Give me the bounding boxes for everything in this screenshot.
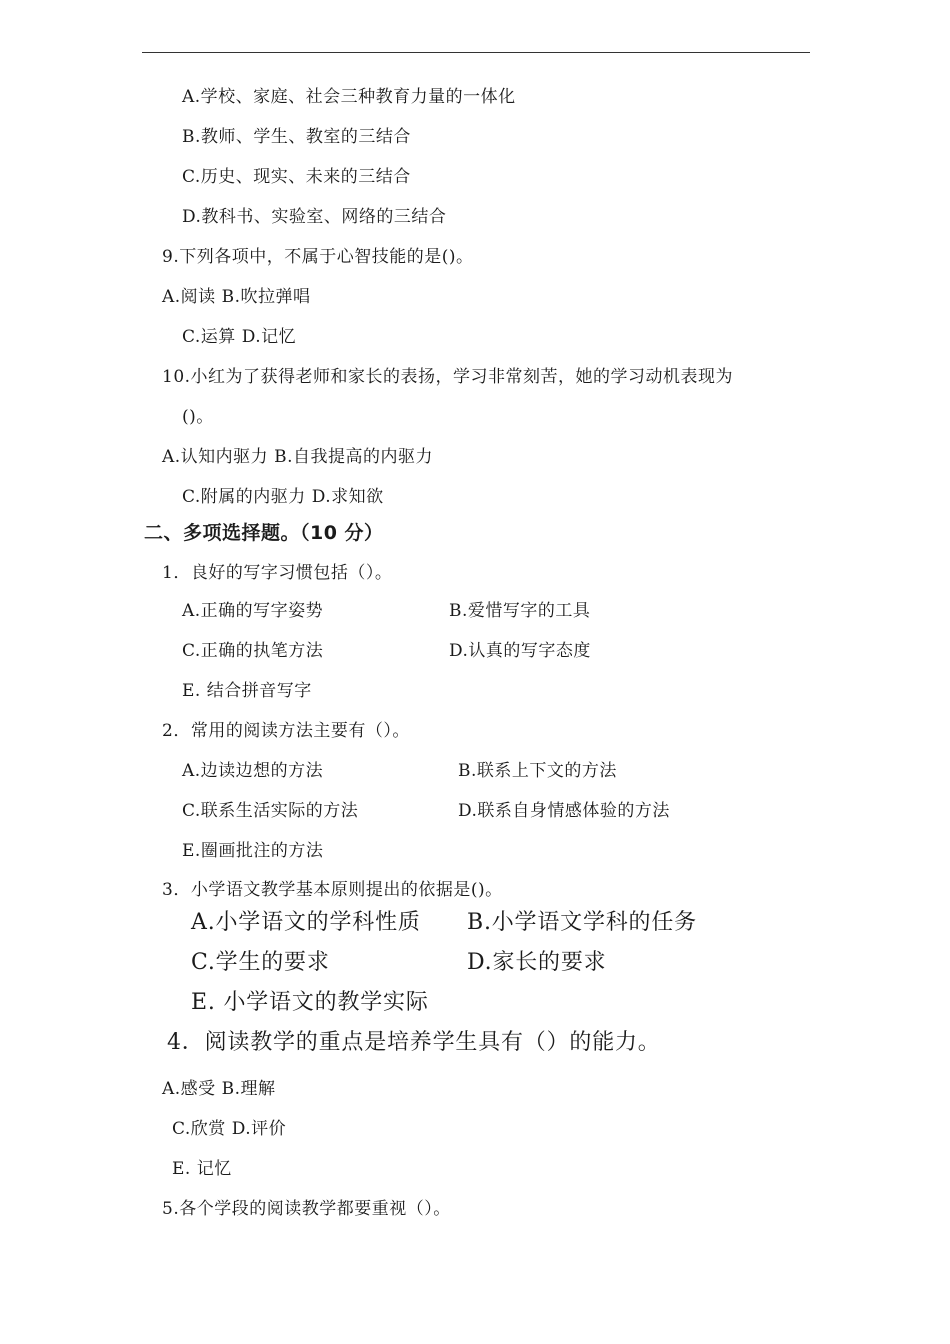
- mc-q3-stem: 3．小学语文教学基本原则提出的依据是()。: [162, 880, 503, 900]
- q8-option-b: B.教师、学生、教室的三结合: [182, 127, 411, 147]
- mc-q5-stem: 5.各个学段的阅读教学都要重视（）。: [162, 1199, 451, 1219]
- q8-option-d: D.教科书、实验室、网络的三结合: [182, 207, 447, 227]
- mc-q2-option-c: C.联系生活实际的方法: [182, 801, 359, 821]
- mc-q1-option-c: C.正确的执笔方法: [182, 641, 324, 661]
- mc-q4-options-ab: A.感受 B.理解: [162, 1079, 276, 1099]
- q10-options-cd: C.附属的内驱力 D.求知欲: [182, 487, 384, 507]
- mc-q2-option-a: A.边读边想的方法: [182, 761, 324, 781]
- mc-q2-option-b: B.联系上下文的方法: [458, 761, 617, 781]
- mc-q4-option-e: E. 记忆: [172, 1159, 232, 1179]
- q9-options-ab: A.阅读 B.吹拉弹唱: [162, 287, 311, 307]
- mc-q1-option-b: B.爱惜写字的工具: [449, 601, 591, 621]
- section2-heading: 二、多项选择题。（10 分）: [144, 522, 384, 544]
- mc-q2-stem: 2．常用的阅读方法主要有（）。: [162, 721, 410, 741]
- header-rule: [142, 52, 810, 53]
- q10-stem-line1: 10.小红为了获得老师和家长的表扬，学习非常刻苦，她的学习动机表现为: [162, 367, 734, 387]
- mc-q1-stem: 1．良好的写字习惯包括（）。: [162, 563, 393, 583]
- mc-q1-option-e: E. 结合拼音写字: [182, 681, 312, 701]
- mc-q4-options-cd: C.欣赏 D.评价: [172, 1119, 287, 1139]
- mc-q1-option-a: A.正确的写字姿势: [182, 601, 324, 621]
- mc-q3-option-b: B.小学语文学科的任务: [467, 910, 697, 935]
- mc-q4-stem: 4．阅读教学的重点是培养学生具有（）的能力。: [167, 1030, 661, 1055]
- mc-q3-option-a: A.小学语文的学科性质: [191, 910, 421, 935]
- mc-q2-option-e: E.圈画批注的方法: [182, 841, 324, 861]
- q10-options-ab: A.认知内驱力 B.自我提高的内驱力: [162, 447, 433, 467]
- mc-q2-option-d: D.联系自身情感体验的方法: [458, 801, 670, 821]
- mc-q1-option-d: D.认真的写字态度: [449, 641, 591, 661]
- q8-option-a: A.学校、家庭、社会三种教育力量的一体化: [182, 87, 516, 107]
- mc-q3-option-c: C.学生的要求: [191, 950, 330, 975]
- q9-options-cd: C.运算 D.记忆: [182, 327, 297, 347]
- q9-stem: 9.下列各项中，不属于心智技能的是()。: [162, 247, 474, 267]
- q10-stem-line2: ()。: [182, 407, 214, 427]
- mc-q3-option-d: D.家长的要求: [467, 950, 607, 975]
- mc-q3-option-e: E. 小学语文的教学实际: [191, 990, 429, 1015]
- q8-option-c: C.历史、现实、未来的三结合: [182, 167, 411, 187]
